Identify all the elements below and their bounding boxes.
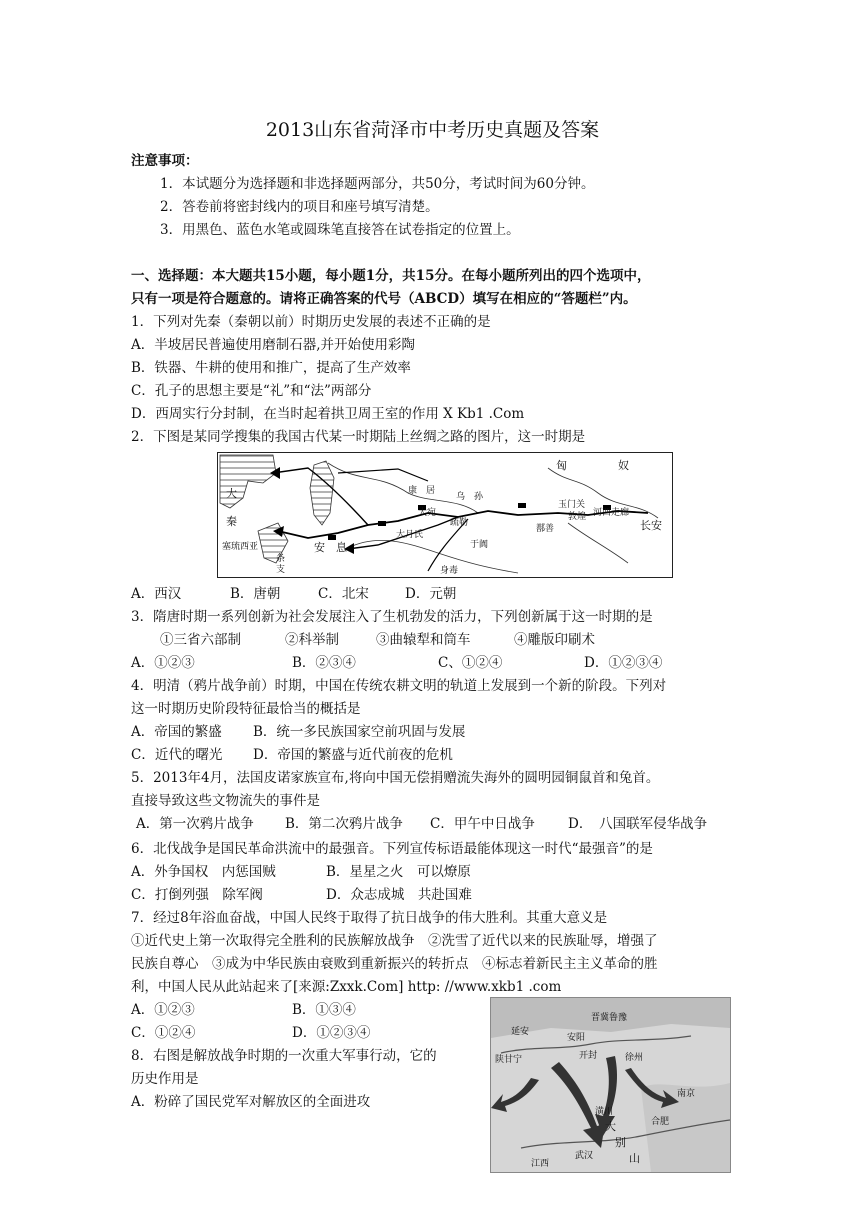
q3-option-c: C、①②④ [438,655,503,671]
map-label-changan: 长安 [640,519,662,532]
map2-label-yanan: 延安 [511,1027,530,1037]
q3-stem: 3．隋唐时期一系列创新为社会发展注入了生机勃发的活力，下列创新属于这一时期的是 [131,609,653,625]
map2-label-kaifeng: 开封 [579,1051,598,1061]
map2-label-huangchuan: 潢川 [595,1107,614,1117]
river-line-3 [568,523,628,563]
silk-route-steppe [338,469,428,481]
q1-option-d: D．西周实行分封制，在当时起着拱卫周王室的作用 X Kb1 .Com [131,406,525,422]
map-label-seleucia: 塞琉西亚 [222,542,259,552]
q7-line-2: 民族自尊心 ③成为中华民族由衰败到重新振兴的转折点 ④标志着新民主主义革命的胜 [131,956,658,972]
map2-label-jiangxi: 江西 [531,1159,550,1169]
map2-label-hefei: 合肥 [651,1117,670,1127]
map2-label-wuhan: 武汉 [575,1151,594,1161]
map2-label-xuzhou: 徐州 [625,1053,644,1063]
q7-line-3: 利，中国人民从此站起来了[来源:Zxxk.Com] http: //www.xkb1 .com [131,979,562,995]
q3-item-4: ④雕版印刷术 [514,632,595,648]
liberation-war-map-svg [491,998,730,1172]
sea-shape [220,455,276,508]
q5-option-d: D． 八国联军侵华战争 [568,816,708,832]
map2-label-anyang: 安阳 [567,1033,586,1043]
q3-item-2: ②科举制 [285,632,339,648]
q7-option-c: C．①②④ [131,1025,196,1041]
q1-option-a: A．半坡居民普遍使用磨制石器,并开始使用彩陶 [131,337,416,353]
q4-option-a: A．帝国的繁盛 [131,724,222,740]
q3-item-1: ①三省六部制 [160,632,241,648]
map-label-dayuezhi: 大月氏 [396,530,424,540]
q8-stem-2: 历史作用是 [131,1071,199,1087]
q2-option-d: D．元朝 [405,586,457,602]
q3-option-b: B．②③④ [292,655,356,671]
map-label-tiaozhi-2: 支 [276,565,286,575]
map-label-xiongnu-2: 奴 [618,459,629,472]
map-label-dunhuang: 敦煌 [568,512,587,522]
q4-option-c: C．近代的曙光 [131,747,223,763]
q3-option-a: A．①②③ [131,655,195,671]
q5-stem-1: 5．2013年4月，法国皮诺家族宣布,将向中国无偿捐赠流失海外的圆明园铜鼠首和兔首。 [131,770,660,786]
map2-label-shaanganning: 陕甘宁 [495,1055,523,1065]
map2-label-nanjing: 南京 [677,1089,696,1099]
camel-icon [518,503,526,508]
map-label-qin: 秦 [226,515,237,528]
note-item-2: 2．答卷前将密封线内的项目和座号填写清楚。 [160,199,439,215]
map-label-yumen: 玉门关 [558,500,586,510]
camel-icon [328,535,336,540]
q7-option-d: D．①②③④ [292,1025,371,1041]
q6-option-b: B．星星之火 可以燎原 [326,864,471,880]
q6-stem: 6．北伐战争是国民革命洪流中的最强音。下列宣传标语最能体现这一时代“最强音”的是 [131,841,653,857]
map2-label-dabie-2: 别 [615,1136,626,1149]
map-label-hexi: 河西走廊 [593,508,630,518]
q7-line-1: ①近代史上第一次取得完全胜利的民族解放战争 ②洗雪了近代以来的民族耻辱，增强了 [131,933,658,949]
camel-icon [378,521,386,526]
map2-label-dabie-1: 大 [605,1120,616,1133]
map-label-anxi: 安 息 [314,541,347,554]
liberation-war-map [490,997,731,1173]
q7-option-a: A．①②③ [131,1002,195,1018]
q1-option-b: B．铁器、牛耕的使用和推广，提高了生产效率 [131,360,411,376]
q4-option-d: D．帝国的繁盛与近代前夜的危机 [253,747,453,763]
q4-stem-2: 这一时期历史阶段特征最恰当的概括是 [131,701,361,717]
q5-option-c: C．甲午中日战争 [430,816,535,832]
notes-heading: 注意事项： [131,153,199,169]
q4-option-b: B．统一多民族国家空前巩固与发展 [253,724,466,740]
q2-stem: 2．下图是某同学搜集的我国古代某一时期陆上丝绸之路的图片，这一时期是 [131,429,586,445]
q3-option-d: D．①②③④ [584,655,663,671]
caspian-sea-shape [310,461,334,525]
map-label-shule: 疏勒 [450,518,469,528]
map-label-shendu: 身毒 [440,566,459,576]
map-label-tiaozhi-1: 条 [276,554,286,564]
q1-option-c: C．孔子的思想主要是“礼”和“法”两部分 [131,383,372,399]
q5-option-b: B．第二次鸦片战争 [285,816,403,832]
q2-option-b: B．唐朝 [230,586,281,602]
section1-line1: 一、选择题：本大题共15小题，每小题1分，共15分。在每小题所列出的四个选项中， [131,268,651,284]
note-item-3: 3．用黑色、蓝色水笔或圆珠笔直接答在试卷指定的位置上。 [160,222,520,238]
q3-item-3: ③曲辕犁和筒车 [376,632,471,648]
q7-stem: 7．经过8年浴血奋战，中国人民终于取得了抗日战争的伟大胜利。其重大意义是 [131,910,608,926]
map2-label-jilu: 晋冀鲁豫 [591,1013,628,1023]
map2-label-dabie-3: 山 [629,1152,640,1165]
q1-stem: 1．下列对先秦（秦朝以前）时期历史发展的表述不正确的是 [131,314,491,330]
silk-road-map [217,452,673,578]
note-item-1: 1．本试题分为选择题和非选择题两部分，共50分，考试时间为60分钟。 [160,176,595,192]
map-label-dawan: 大宛 [418,508,437,518]
q2-option-c: C．北宋 [318,586,369,602]
q8-stem-1: 8．右图是解放战争时期的一次重大军事行动，它的 [131,1048,437,1064]
map-label-wusun: 乌 孙 [456,492,484,502]
q2-option-a: A．西汉 [131,586,182,602]
silk-road-map-svg [218,453,672,577]
q7-option-b: B．①③④ [292,1002,356,1018]
map-label-da: 大 [226,487,237,500]
q8-option-a: A．粉碎了国民党军对解放区的全面进攻 [131,1094,371,1110]
map-label-shanshan: 鄯善 [536,524,555,534]
q4-stem-1: 4．明清（鸦片战争前）时期，中国在传统农耕文明的轨道上发展到一个新的阶段。下列对 [131,678,667,694]
map-label-xiongnu-1: 匈 [556,459,567,472]
q5-option-a: A．第一次鸦片战争 [136,816,254,832]
page-title: 2013山东省菏泽市中考历史真题及答案 [265,119,600,141]
q6-option-c: C．打倒列强 除军阀 [131,887,263,903]
q6-option-a: A．外争国权 内惩国贼 [131,864,276,880]
map-label-kangju: 康 居 [408,486,436,496]
section1-line2: 只有一项是符合题意的。请将正确答案的代号（ABCD）填写在相应的“答题栏”内。 [131,291,637,307]
q6-option-d: D．众志成城 共赴国难 [326,887,472,903]
map-label-yutian: 于阗 [470,540,489,550]
q5-stem-2: 直接导致这些文物流失的事件是 [131,793,320,809]
